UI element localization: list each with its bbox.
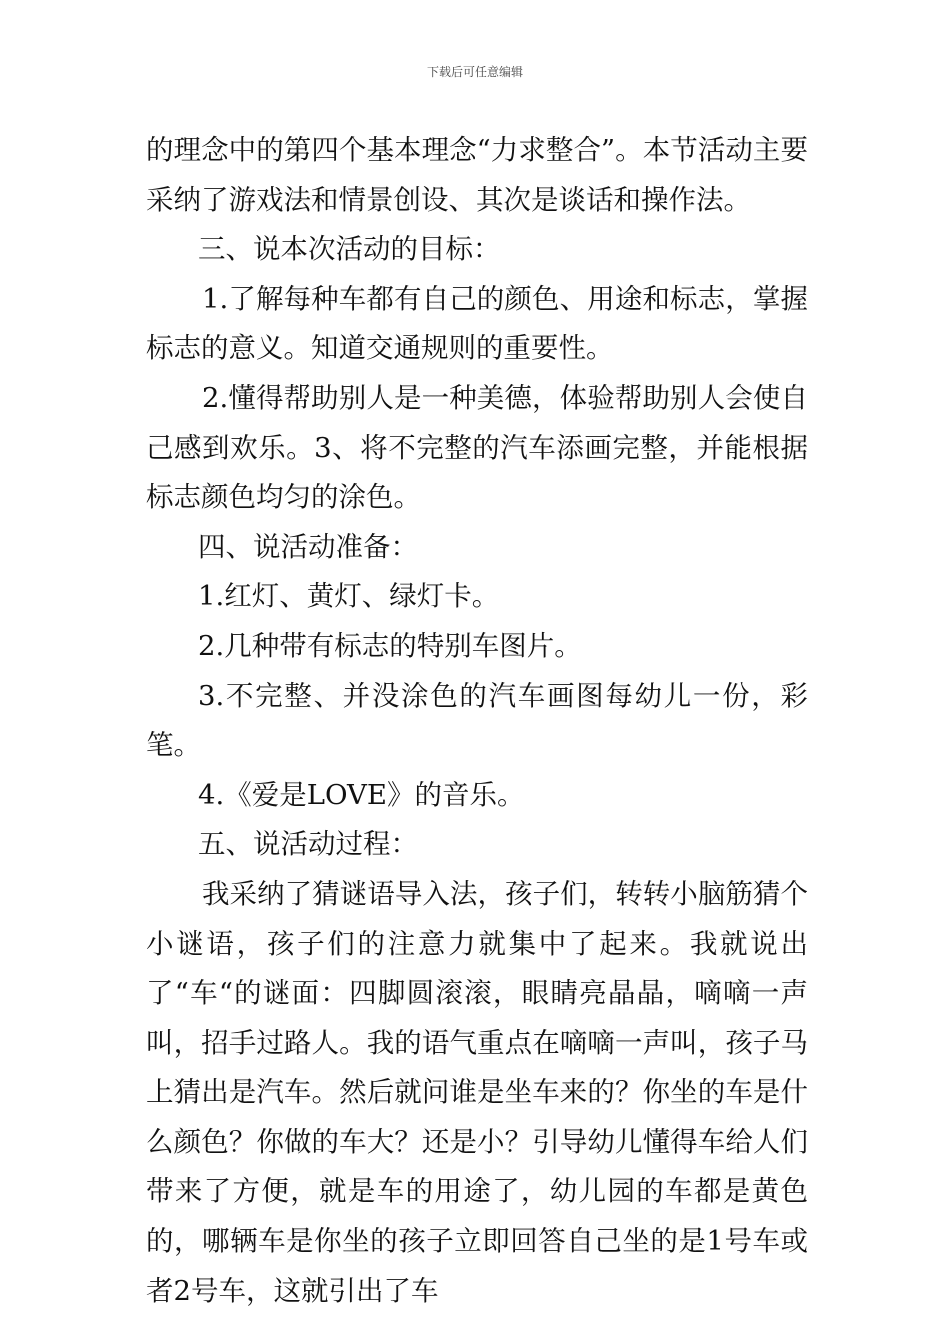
- heading-process: 五、说活动过程：: [198, 828, 418, 861]
- paragraph-process: 我采纳了猜谜语导入法，孩子们，转转小脑筋猜个小谜语，孩子们的注意力就集中了起来。我就说出了“车“的谜面：四脚圆滚滚，眼睛亮晶晶，嘀嘀一声叫，招手过路人。我的语气重点在嘀嘀一声叫，孩子马上猜出是汽车。然后就问谁是坐车来的？你坐的车是什么颜色？你做的车大？还是小？引导幼儿懂得车给人们带来了方便，就是车的用途了，幼儿园的车都是黄色的，哪辆车是你坐的孩子立即回答自己坐的是1号车或者2号车，这就引出了车: [146, 877, 808, 1307]
- goal-item-2: 2.懂得帮助别人是一种美德，体验帮助别人会使自己感到欢乐。3、将不完整的汽车添画完整，并能根据标志颜色均匀的涂色。: [146, 381, 808, 514]
- preparation-item-3: 3.不完整、并没涂色的汽车画图每幼儿一份，彩笔。: [146, 679, 808, 762]
- heading-preparation: 四、说活动准备：: [198, 530, 418, 563]
- preparation-item-2: 2.几种带有标志的特别车图片。: [198, 629, 582, 662]
- paragraph-method: 的理念中的第四个基本理念“力求整合”。本节活动主要采纳了游戏法和情景创设、其次是谈话和操作法。: [146, 134, 808, 216]
- preparation-item-4: 4.《爱是LOVE》的音乐。: [198, 778, 525, 811]
- heading-goals: 三、说本次活动的目标：: [198, 233, 501, 266]
- preparation-item-1: 1.红灯、黄灯、绿灯卡。: [198, 580, 500, 613]
- goal-item-1: 1.了解每种车都有自己的颜色、用途和标志，掌握标志的意义。知道交通规则的重要性。: [146, 282, 808, 365]
- document-body: [146, 126, 808, 1316]
- page-header-note: 下载后可任意编辑: [426, 65, 523, 79]
